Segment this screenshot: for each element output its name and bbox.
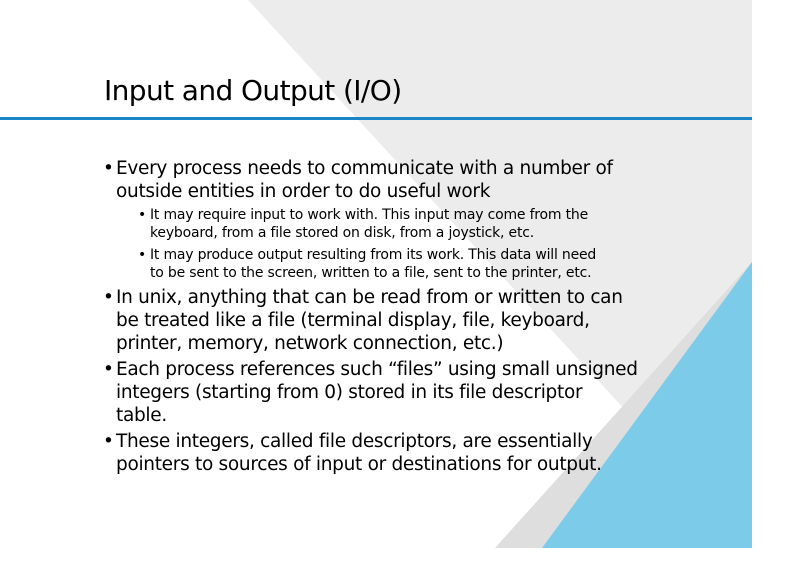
sub-bullet-text-line: It may require input to work with. This input may come from the — [150, 207, 588, 223]
sub-bullet-item — [138, 246, 703, 282]
bullet-text-line: integers (starting from 0) stored in its file descriptor — [116, 382, 583, 403]
bullet-item — [103, 157, 703, 282]
bullet-text-line: pointers to sources of input or destinations for output. — [116, 454, 602, 475]
bullet-text-line: Each process references such “files” using small unsigned — [116, 359, 638, 380]
sub-bullet-marker: • — [138, 247, 147, 263]
bullet-text-line: table. — [116, 405, 167, 426]
slide-title: Input and Output (I/O) — [104, 74, 402, 107]
sub-bullet-text-line: to be sent to the screen, written to a file, sent to the printer, etc. — [150, 265, 592, 281]
sub-bullet-text-line: It may produce output resulting from its work. This data will need — [150, 247, 597, 263]
bullet-marker: • — [103, 431, 114, 452]
bullet-text-line: outside entities in order to do useful work — [116, 181, 491, 202]
bullet-marker: • — [103, 158, 114, 179]
sub-bullet-item — [138, 206, 703, 242]
bullet-item — [103, 358, 703, 427]
bullet-text-line: These integers, called file descriptors, are essentially — [116, 431, 593, 452]
bullet-marker: • — [103, 359, 114, 380]
bullet-text-line: printer, memory, network connection, etc.) — [116, 333, 504, 354]
bullet-list — [103, 157, 703, 479]
bullet-item — [103, 430, 703, 476]
sub-bullet-text-line: keyboard, from a file stored on disk, from a joystick, etc. — [150, 225, 535, 241]
bullet-marker: • — [103, 287, 114, 308]
sub-bullet-marker: • — [138, 207, 147, 223]
sub-bullet-list — [116, 206, 703, 282]
bullet-text-line: Every process needs to communicate with a number of — [116, 158, 613, 179]
bullet-text-line: In unix, anything that can be read from or written to can — [116, 287, 623, 308]
title-underline — [0, 117, 752, 120]
bullet-text-line: be treated like a file (terminal display, file, keyboard, — [116, 310, 590, 331]
bullet-item — [103, 286, 703, 355]
